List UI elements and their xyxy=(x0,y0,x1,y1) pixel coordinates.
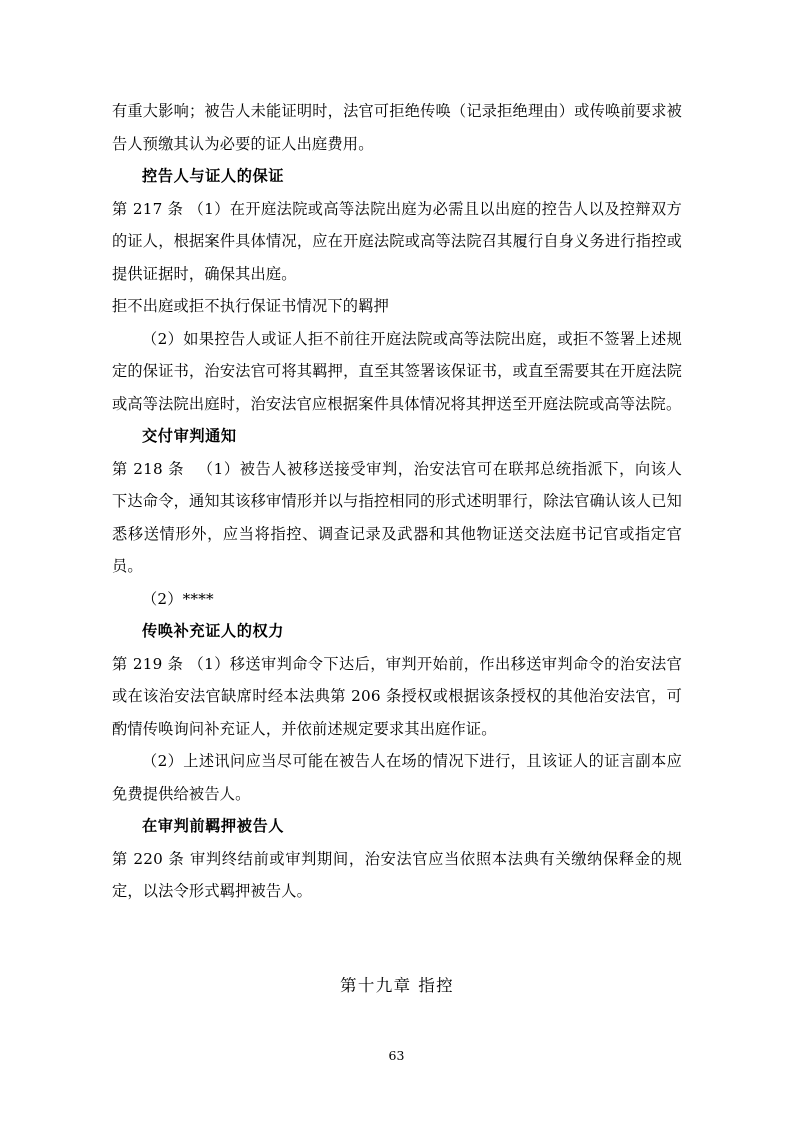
chapter-title: 第十九章 指控 xyxy=(339,975,455,995)
paragraph-article-217-1: 第 217 条 （1）在开庭法院或高等法院出庭为必需且以出庭的控告人以及控辩双方的证人，根据案件具体情况，应在开庭法院或高等法院召其履行自身义务进行指控或提供证据时，确保其出庭。 xyxy=(112,199,682,283)
paragraph-article-218-2: （2）**** xyxy=(142,589,214,608)
paragraph-article-217-2: （2）如果控告人或证人拒不前往开庭法院或高等法院出庭，或拒不签署上述规定的保证书，治安法官可将其羁押，直至其签署该保证书，或直至需要其在开庭法院或高等法院出庭时，治安法官应根据案件具体情况将其押送至开庭法院或高等法院。 xyxy=(112,329,682,413)
section-heading-summon-witness: 传唤补充证人的权力 xyxy=(142,622,285,640)
paragraph-article-220: 第 220 条 审判终结前或审判期间，治安法官应当依照本法典有关缴纳保释金的规定，以法令形式羁押被告人。 xyxy=(112,849,682,900)
section-heading-pretrial-detention: 在审判前羁押被告人 xyxy=(142,817,285,835)
paragraph-article-218-1: 第 218 条 （1）被告人被移送接受审判，治安法官可在联邦总统指派下，向该人下达命令，通知其该移审情形并以与指控相同的形式述明罪行，除法官确认该人已知悉移送情形外，应当将指控、调查记录及武器和其他物证送交法庭书记官或指定官员。 xyxy=(112,459,682,575)
paragraph-article-219-1: 第 219 条 （1）移送审判命令下达后，审判开始前，作出移送审判命令的治安法官或在该治安法官缺席时经本法典第 206 条授权或根据该条授权的其他治安法官，可酌情传唤询问补充证人，并依前述规定要求其出庭作证。 xyxy=(112,654,682,738)
section-heading-guarantee: 控告人与证人的保证 xyxy=(142,167,285,185)
page-content xyxy=(112,95,682,1002)
section-heading-committal-notice: 交付审判通知 xyxy=(142,427,237,445)
paragraph-article-219-2: （2）上述讯问应当尽可能在被告人在场的情况下进行，且该证人的证言副本应免费提供给被告人。 xyxy=(112,752,682,803)
paragraph-subheading-detention: 拒不出庭或拒不执行保证书情况下的羁押 xyxy=(112,297,389,315)
paragraph-continuation: 有重大影响；被告人未能证明时，法官可拒绝传唤（记录拒绝理由）或传唤前要求被告人预缴其认为必要的证人出庭费用。 xyxy=(112,102,682,153)
page-number: 63 xyxy=(388,1048,405,1063)
